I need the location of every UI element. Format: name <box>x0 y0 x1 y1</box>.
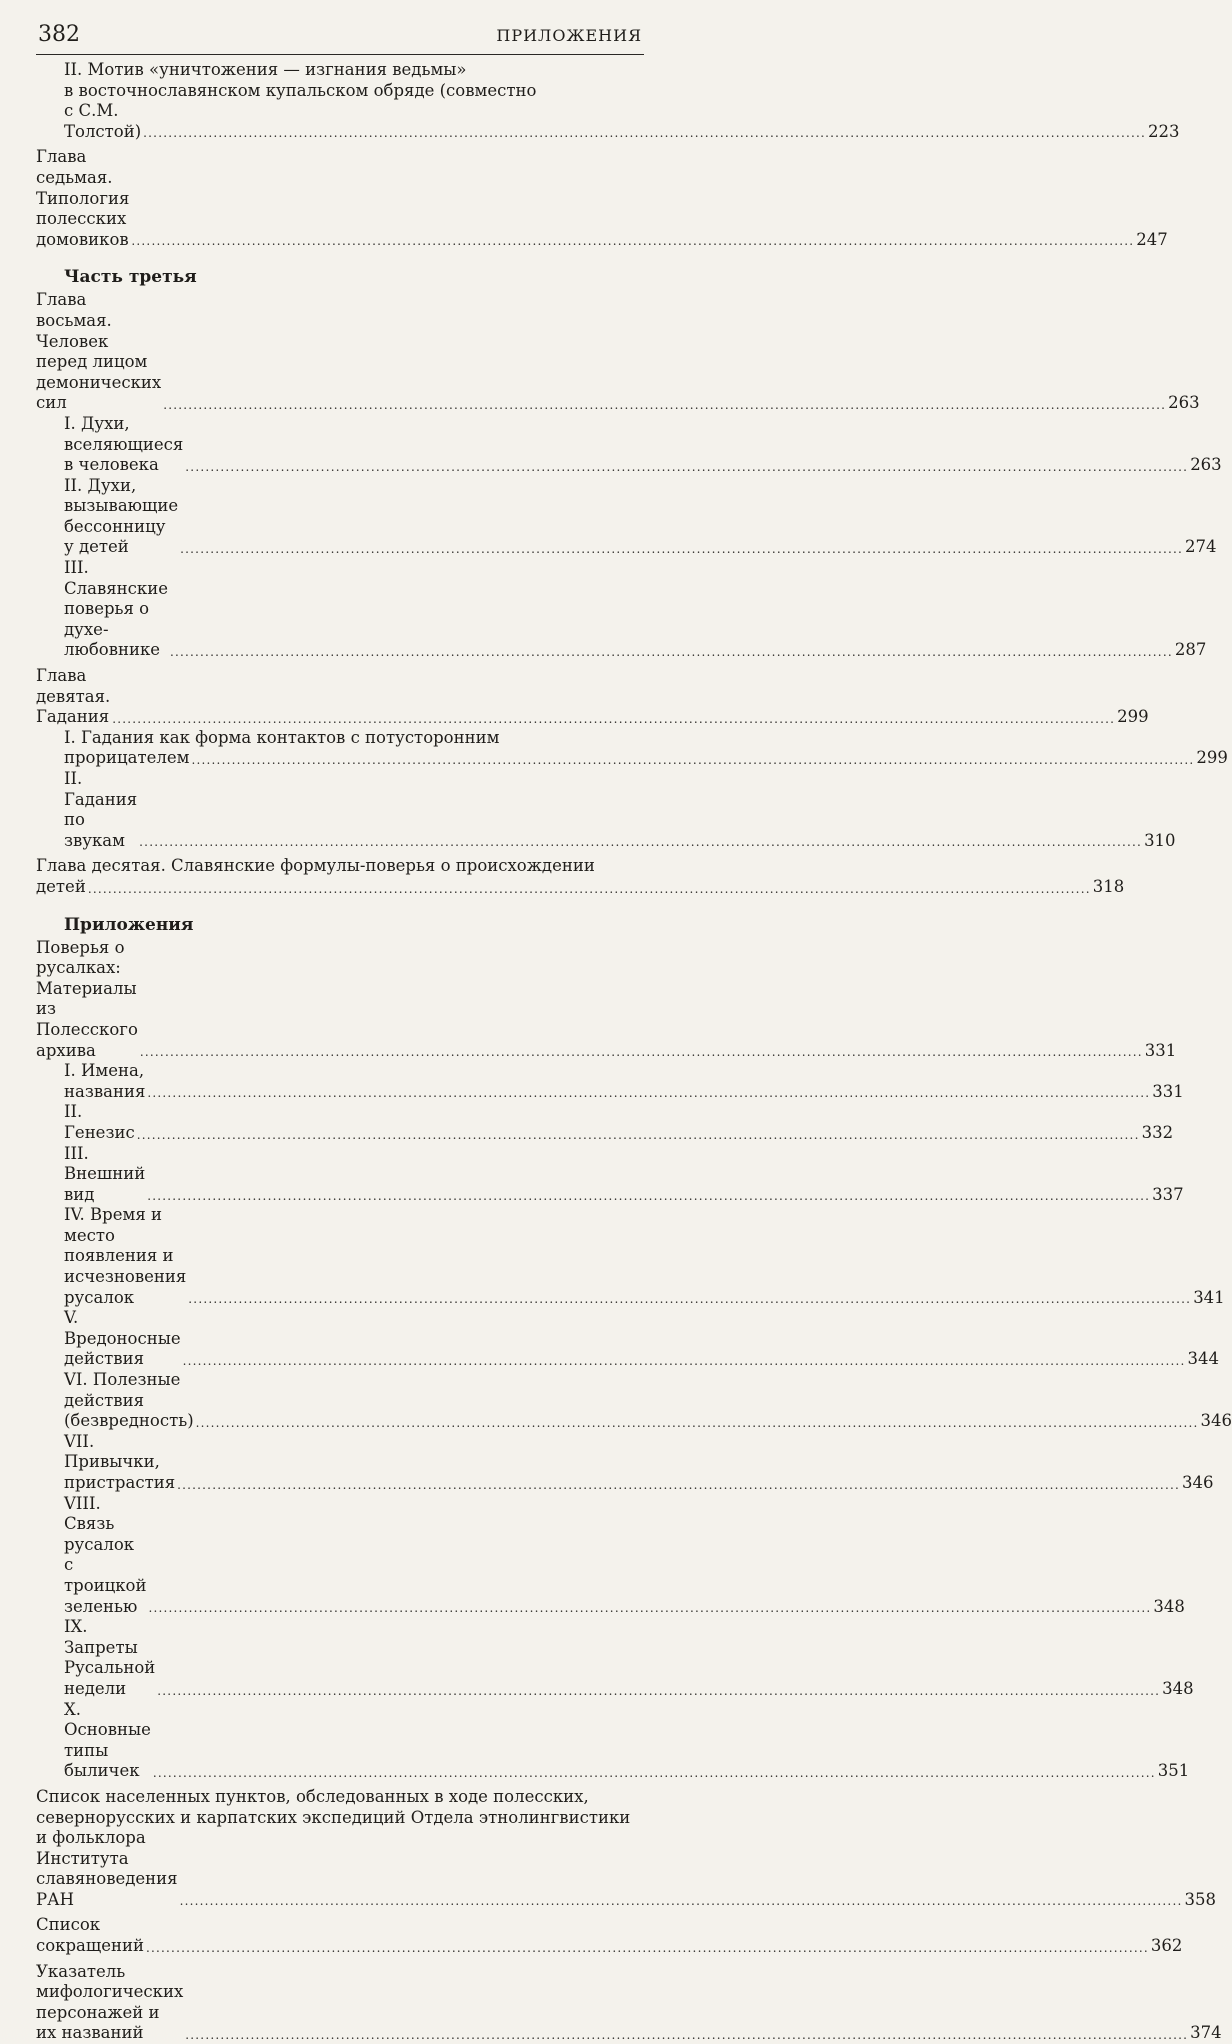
toc-entry-item <box>36 413 1222 476</box>
toc-page-number: 332 <box>1141 1122 1174 1142</box>
toc-entry-places <box>36 1786 1216 1911</box>
leader-dots: ........................................................................................................................................................................................................ <box>136 1127 1140 1142</box>
leader-dots: ........................................................................................................................................................................................................ <box>87 881 1091 896</box>
toc-entry-item <box>36 475 1217 558</box>
toc-page-number: 346 <box>1200 1411 1232 1431</box>
toc-entry-chapter8 <box>36 290 1200 414</box>
toc-page-number: 344 <box>1187 1349 1219 1369</box>
toc-entry-line: I. Гадания как форма контактов с потусторонним <box>64 727 500 747</box>
toc-entry-line: II. Мотив «уничтожения — изгнания ведьмы» <box>64 60 467 79</box>
toc-page-number: 331 <box>1152 1081 1184 1101</box>
page-header <box>38 22 642 54</box>
toc-entry-item <box>36 1431 1214 1494</box>
toc-entry-title: прорицателем <box>64 748 190 768</box>
toc-entry-item <box>36 1205 1225 1308</box>
toc-entry-line: Список населенных пунктов, обследованных в ходе полесских, <box>36 1786 589 1806</box>
toc-entry-title: I. Имена, названия <box>64 1061 146 1101</box>
toc-entry-title: Указатель мифологических персонажей и их названий <box>36 1961 184 2043</box>
toc-entry-item <box>36 1617 1194 1699</box>
toc-entry-item <box>36 1493 1185 1618</box>
toc-page-number: 362 <box>1150 1936 1183 1956</box>
toc-entry-line: севернорусских и карпатских экспедиций Отдела этнолингвистики <box>36 1807 631 1827</box>
toc-entry-title: VIII. Связь русалок с троицкой зеленью <box>64 1493 147 1616</box>
leader-dots: ........................................................................................................................................................................................................ <box>152 1765 1156 1780</box>
toc-entry-title: IV. Время и место появления и исчезновения русалок <box>64 1205 187 1307</box>
leader-dots: ........................................................................................................................................................................................................ <box>139 1045 1143 1060</box>
toc-entry-title: Глава восьмая. Человек перед лицом демонических сил <box>36 290 162 413</box>
toc-entry-abbreviations <box>36 1915 1183 1956</box>
toc-entry-item <box>36 769 1176 851</box>
leader-dots: ........................................................................................................................................................................................................ <box>143 126 1147 141</box>
leader-dots: ........................................................................................................................................................................................................ <box>191 753 1195 767</box>
toc-entry-line: в восточнославянском купальском обряде (совместно <box>64 80 537 100</box>
toc-page-number: 374 <box>1190 2023 1222 2043</box>
toc-page-number: 299 <box>1117 707 1149 727</box>
toc-entry-chapter9 <box>36 666 1149 728</box>
toc-entry-chapter7 <box>36 147 1168 250</box>
toc-entry-title: III. Внешний вид <box>64 1143 146 1204</box>
leader-dots: ........................................................................................................................................................................................................ <box>182 1354 1186 1369</box>
toc-entry-title: II. Гадания по звукам <box>64 769 138 850</box>
toc-page-number: 331 <box>1144 1040 1177 1060</box>
toc-page-number: 351 <box>1157 1761 1190 1781</box>
leader-dots: ........................................................................................................................................................................................................ <box>157 1683 1161 1698</box>
header-rule <box>36 54 644 55</box>
toc-page-number: 318 <box>1092 876 1125 896</box>
toc-entry-title: X. Основные типы быличек <box>64 1699 151 1781</box>
toc-entry-title: IX. Запреты Русальной недели <box>64 1617 156 1698</box>
toc-entry-title: III. Славянские поверья о духе-любовнике <box>64 558 168 660</box>
leader-dots: ........................................................................................................................................................................................................ <box>148 1601 1152 1616</box>
toc-page-number: 263 <box>1168 393 1200 413</box>
leader-dots: ........................................................................................................................................................................................................ <box>145 1940 1149 1955</box>
leader-dots: ........................................................................................................................................................................................................ <box>195 1415 1199 1430</box>
toc-entry-title: Поверья о русалках: Материалы из Полесского архива <box>36 937 138 1060</box>
leader-dots: ........................................................................................................................................................................................................ <box>147 1189 1151 1204</box>
toc-page-number: 346 <box>1181 1473 1214 1492</box>
toc-page-number: 348 <box>1162 1678 1194 1698</box>
toc-page-number: 263 <box>1190 455 1222 475</box>
toc-entry-item <box>36 1699 1190 1782</box>
leader-dots: ........................................................................................................................................................................................................ <box>112 711 1116 726</box>
running-title: ПРИЛОЖЕНИЯ <box>496 26 642 45</box>
toc-page-number: 358 <box>1184 1889 1216 1909</box>
toc-entry-item <box>36 1061 1184 1102</box>
toc-entry-title: детей <box>36 876 86 896</box>
toc-entry-title: V. Вредоносные действия <box>64 1308 181 1369</box>
leader-dots: ........................................................................................................................................................................................................ <box>177 1477 1180 1492</box>
toc-entry-rusalki <box>36 937 1177 1062</box>
leader-dots: ........................................................................................................................................................................................................ <box>139 835 1143 850</box>
toc-entry-chapter10 <box>36 856 1125 897</box>
toc-entry-item <box>36 1308 1219 1370</box>
toc-entry-item <box>36 558 1207 661</box>
toc-page-number: 287 <box>1174 640 1207 660</box>
toc-entry-title: II. Генезис <box>64 1102 135 1142</box>
leader-dots: ........................................................................................................................................................................................................ <box>179 1894 1183 1909</box>
toc-entry-title: Глава седьмая. Типология полесских домовиков <box>36 147 130 249</box>
leader-dots: ........................................................................................................................................................................................................ <box>185 2028 1189 2043</box>
toc-entry-title: I. Духи, вселяющиеся в человека <box>64 413 184 475</box>
toc-entry-title: и фольклора Института славяноведения РАН <box>36 1828 178 1909</box>
leader-dots: ........................................................................................................................................................................................................ <box>188 1292 1192 1307</box>
toc-entry-index <box>36 1961 1222 2044</box>
toc-page-number: 247 <box>1136 229 1168 249</box>
toc-entry-title: VII. Привычки, пристрастия <box>64 1431 176 1492</box>
toc-page-number: 341 <box>1193 1287 1225 1307</box>
toc-entry-motif <box>36 60 1180 142</box>
page-number: 382 <box>38 22 80 47</box>
leader-dots: ........................................................................................................................................................................................................ <box>147 1086 1151 1101</box>
toc-page-number: 223 <box>1148 121 1180 141</box>
toc-entry-title: Список сокращений <box>36 1915 144 1956</box>
toc-entry-item <box>36 1102 1174 1143</box>
toc-entry-item <box>36 1143 1184 1206</box>
toc-entry-item <box>36 727 1228 769</box>
table-of-contents <box>36 60 1232 2044</box>
toc-page-number: 337 <box>1152 1184 1184 1204</box>
section-heading-appendix: Приложения <box>64 914 194 935</box>
toc-page-number: 274 <box>1185 537 1217 557</box>
toc-entry-title: VI. Полезные действия (безвредность) <box>64 1370 194 1431</box>
toc-page-number: 348 <box>1153 1596 1185 1616</box>
toc-entry-title: с С.М. Толстой) <box>64 101 142 141</box>
leader-dots: ........................................................................................................................................................................................................ <box>163 397 1167 412</box>
toc-entry-line: Глава десятая. Славянские формулы-поверья о происхождении <box>36 856 595 876</box>
toc-page-number: 310 <box>1144 830 1176 850</box>
section-heading-part3: Часть третья <box>64 267 197 288</box>
leader-dots: ........................................................................................................................................................................................................ <box>180 542 1184 557</box>
toc-page-number: 299 <box>1196 748 1228 768</box>
toc-entry-title: II. Духи, вызывающие бессонницу у детей <box>64 475 179 557</box>
toc-entry-title: Глава девятая. Гадания <box>36 666 111 727</box>
leader-dots: ........................................................................................................................................................................................................ <box>131 234 1135 249</box>
leader-dots: ........................................................................................................................................................................................................ <box>185 459 1189 474</box>
toc-entry-item <box>36 1370 1232 1432</box>
leader-dots: ........................................................................................................................................................................................................ <box>169 645 1173 660</box>
